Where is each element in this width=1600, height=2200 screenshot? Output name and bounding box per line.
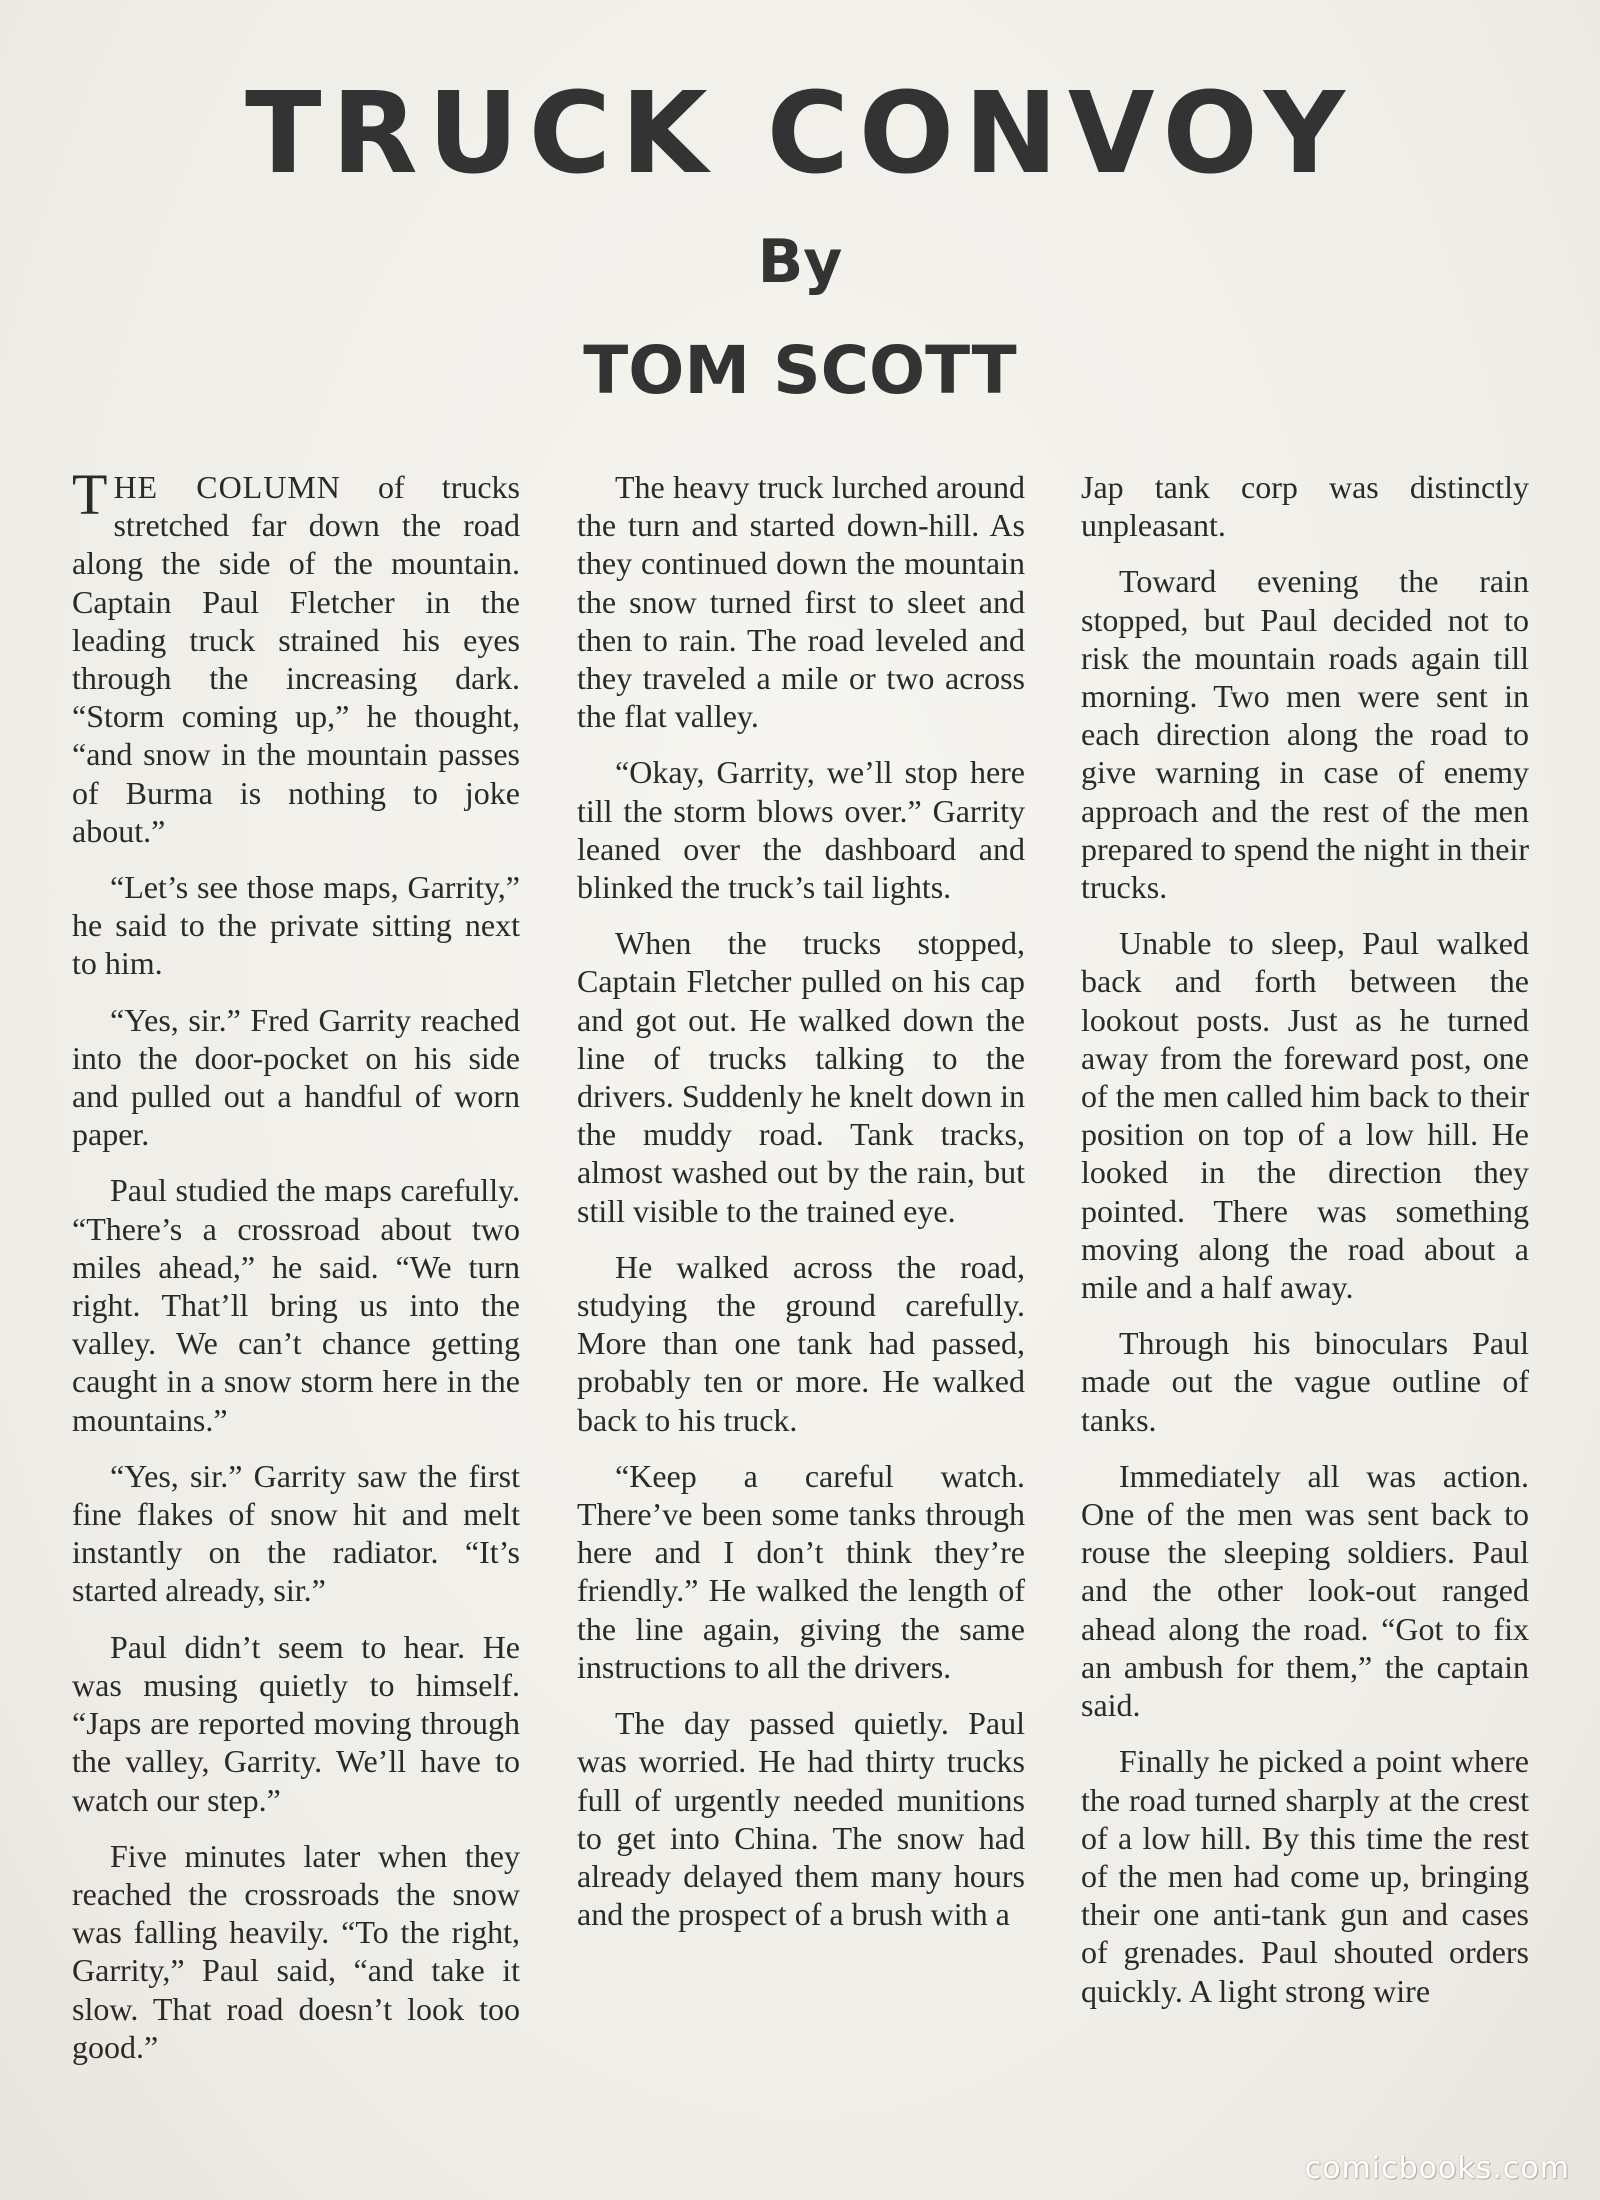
paragraph: When the trucks stopped, Captain Fletcher pulled on his cap and got out. He walked down the line of trucks talking to the drivers. Suddenly he knelt down in the muddy road. Tank tracks, almost washed out by the rain, but still visible to the trained eye.: [577, 925, 1025, 1229]
byline-by: By: [757, 227, 843, 297]
paragraph: Five minutes later when they reached the crossroads the snow was falling heavily. “To the right, Garrity,” Paul said, “and take it slow. That road doesn’t look too good.”: [72, 1837, 520, 2065]
drop-cap: T: [72, 462, 108, 527]
paragraph: “Keep a careful watch. There’ve been some tanks through here and I don’t think they’re friendly.” He walked the length of the line again, giving the same instructions to all the drivers.: [577, 1457, 1025, 1685]
paragraph: Finally he picked a point where the road turned sharply at the crest of a low hill. By this time the rest of the men had come up, bringing their one anti-tank gun and cases of grenades. Paul shouted orders quickly. A light strong wire: [1081, 1743, 1529, 2009]
paragraph-text: of trucks stretched far down the road along the side of the mountain. Captain Paul Fletcher in the leading truck strained his eyes through the increasing dark. “Storm coming up,” he thought, “and snow in the mountain passes of Burma is nothing to joke about.”: [72, 469, 520, 849]
paragraph: Paul studied the maps carefully. “There’s a crossroad about two miles ahead,” he said. “We turn right. That’ll bring us into the valley. We can’t chance getting caught in a snow storm here in the mountains.”: [72, 1172, 520, 1438]
text-column-2: [577, 468, 1025, 1951]
paragraph: “Let’s see those maps, Garrity,” he said to the private sitting next to him.: [72, 869, 520, 982]
paragraph-lead: HE COLUMN: [113, 469, 341, 505]
paragraph: Unable to sleep, Paul walked back and forth between the lookout posts. Just as he turned away from the foreward post, one of the men called him back to their position on top of a low hill. He looked in the direction they pointed. There was something moving along the road about a mile and a half away.: [1081, 925, 1529, 1306]
story-title: TRUCK CONVOY: [245, 69, 1355, 199]
paragraph-continued: Jap tank corp was distinctly unpleasant.: [1081, 469, 1529, 544]
paragraph: Paul didn’t seem to hear. He was musing quietly to himself. “Japs are reported moving through the valley, Garrity. We’ll have to watch our step.”: [72, 1628, 520, 1818]
paragraph: He walked across the road, studying the ground carefully. More than one tank had passed, probably ten or more. He walked back to his truck.: [577, 1248, 1025, 1438]
paragraph: Immediately all was action. One of the men was sent back to rouse the sleeping soldiers. Paul and the other look-out ranged ahead along the road. “Got to fix an ambush for them,” the captain said.: [1081, 1457, 1529, 1724]
paragraph: The heavy truck lurched around the turn and started down-hill. As they continued down the mountain the snow turned first to sleet and then to rain. The road leveled and they traveled a mile or two across the flat valley.: [577, 469, 1025, 735]
author-name: TOM SCOTT: [583, 332, 1017, 409]
site-watermark: comicbooks.com: [1304, 2151, 1570, 2186]
text-column-1: [72, 462, 520, 2084]
paragraph: Through his binoculars Paul made out the vague outline of tanks.: [1081, 1325, 1529, 1438]
paragraph: Toward evening the rain stopped, but Paul decided not to risk the mountain roads again till morning. Two men were sent in each direction along the road to give warning in case of enemy approach and the rest of the men prepared to spend the night in their trucks.: [1081, 563, 1529, 906]
paragraph: “Okay, Garrity, we’ll stop here till the storm blows over.” Garrity leaned over the dashboard and blinked the truck’s tail lights.: [577, 754, 1025, 906]
paragraph: The day passed quietly. Paul was worried. He had thirty trucks full of urgently needed munitions to get into China. The snow had already delayed them many hours and the prospect of a brush with a: [577, 1705, 1025, 1933]
text-column-3: [1081, 468, 1529, 2028]
paragraph: “Yes, sir.” Fred Garrity reached into the door-pocket on his side and pulled out a handful of worn paper.: [72, 1001, 520, 1153]
paragraph: [72, 462, 520, 850]
paragraph: “Yes, sir.” Garrity saw the first fine flakes of snow hit and melt instantly on the radiator. “It’s started already, sir.”: [72, 1457, 520, 1609]
